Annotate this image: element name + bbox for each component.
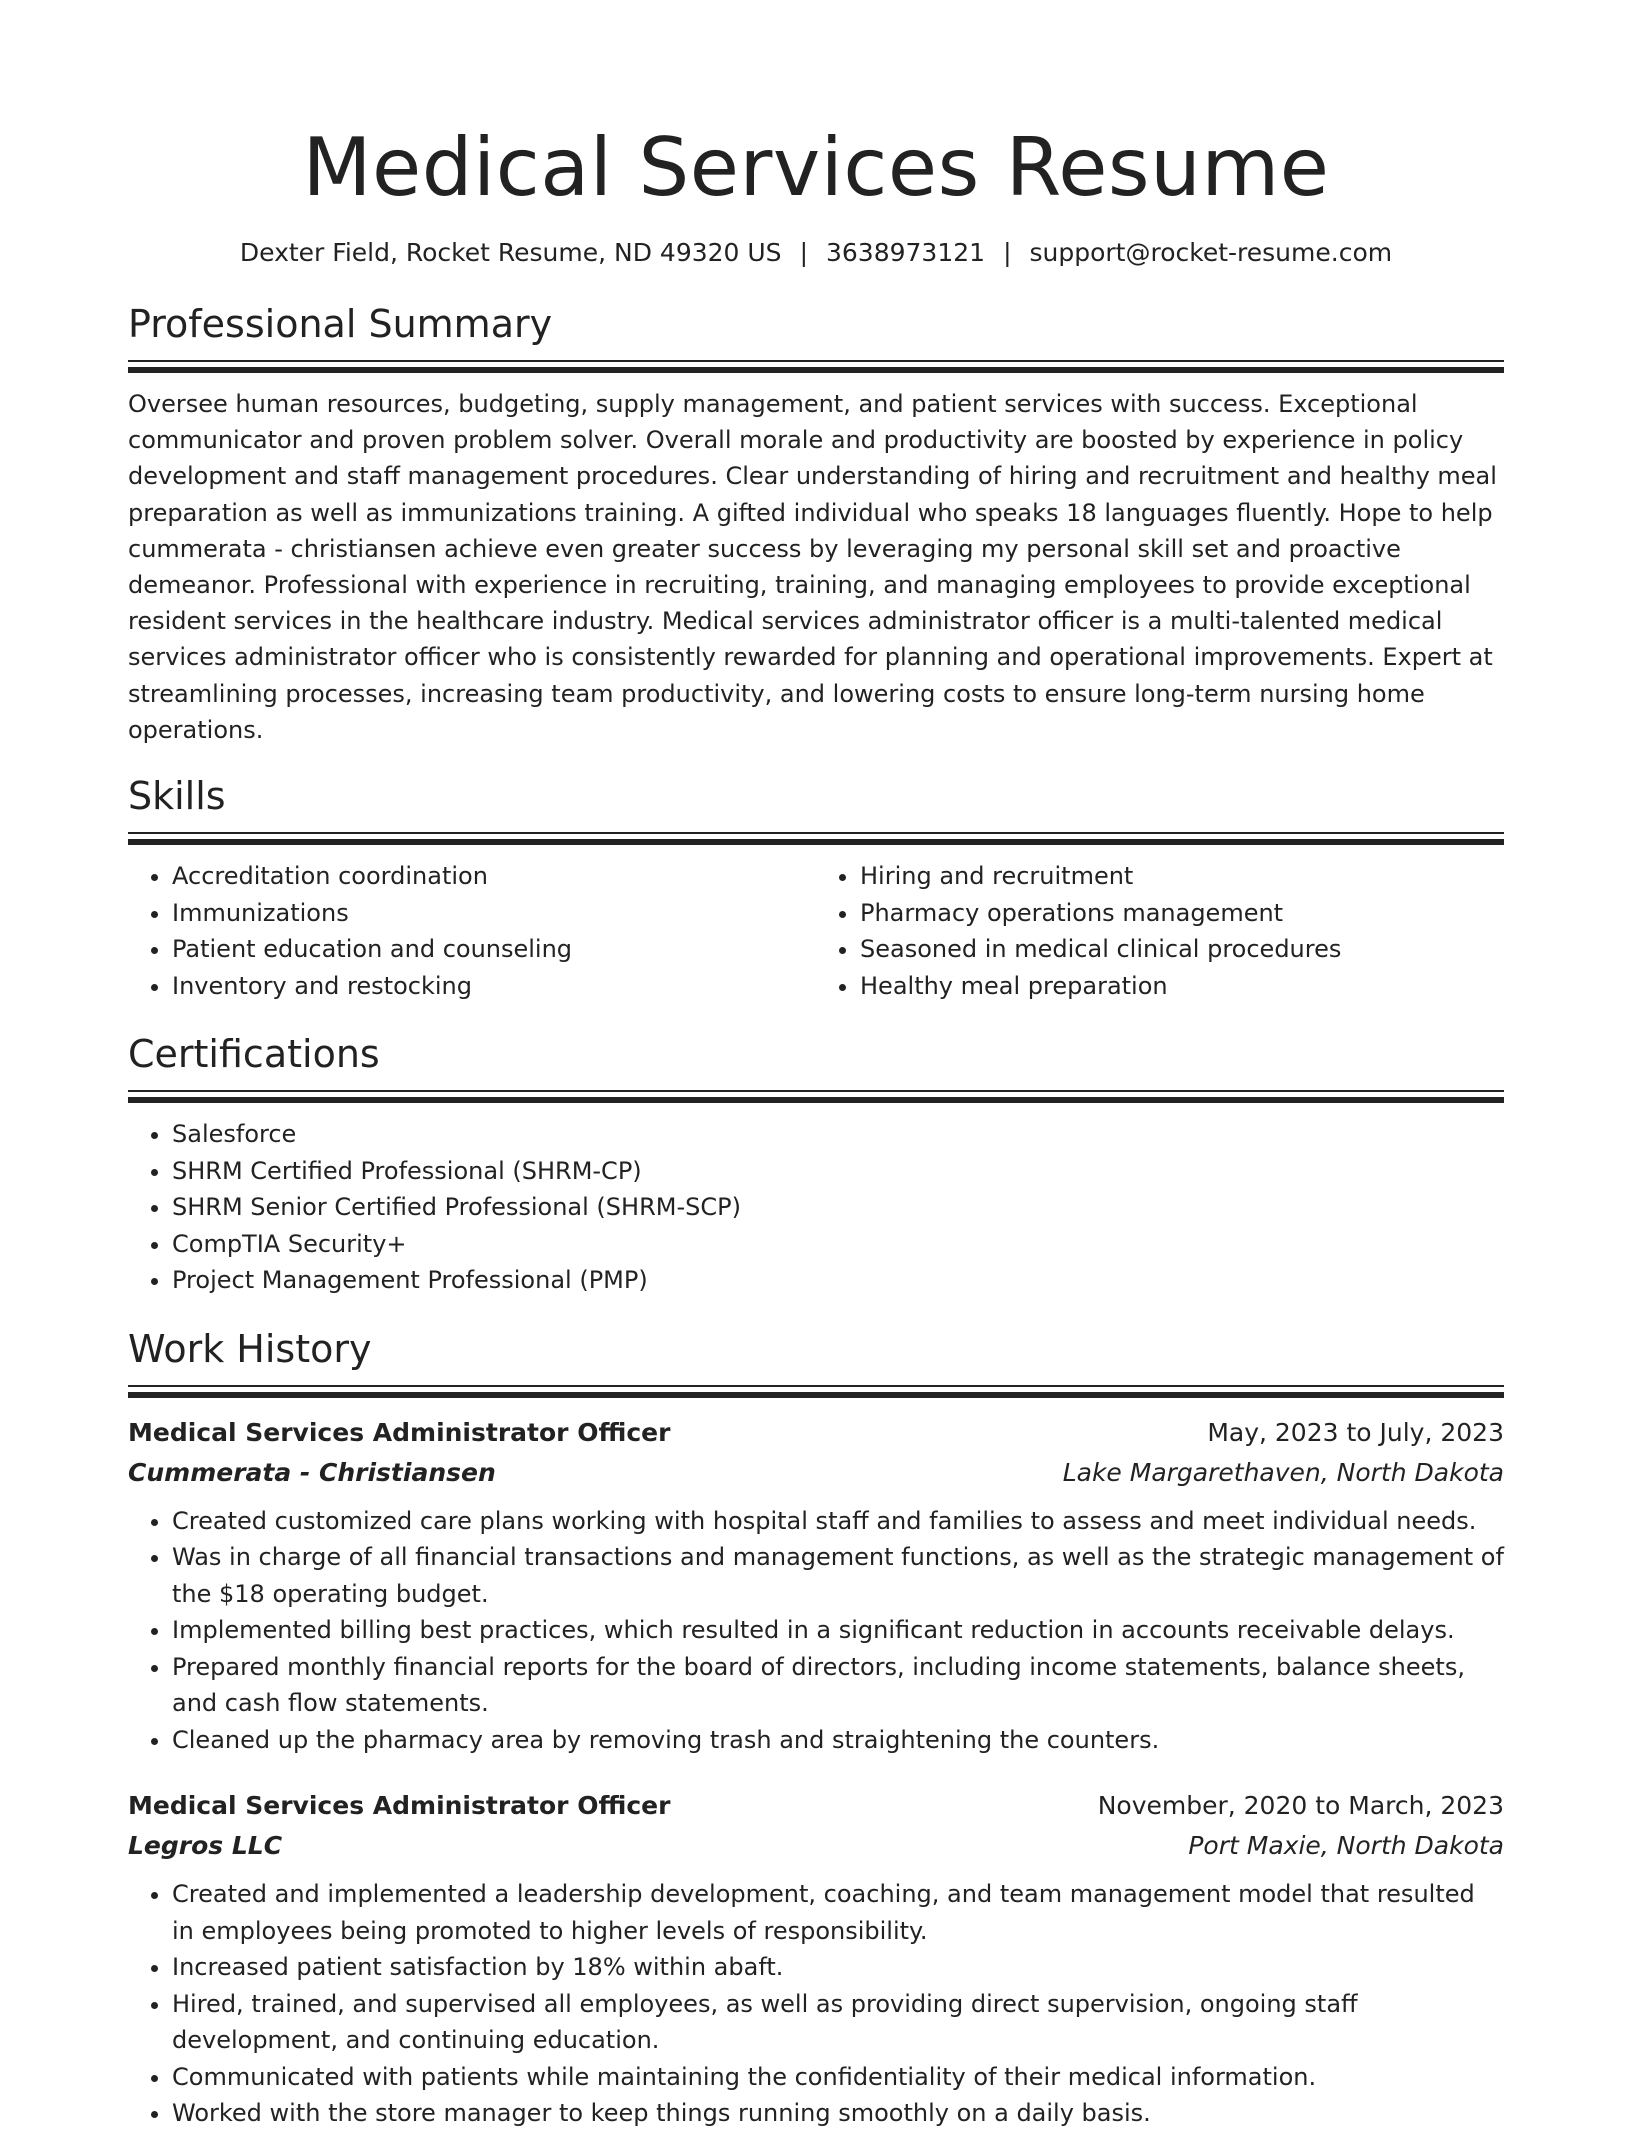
skill-item: • Patient education and counseling: [172, 931, 816, 968]
certifications-section: [128, 1030, 1504, 1299]
job-location: Lake Margarethaven, North Dakota: [1062, 1457, 1504, 1487]
section-divider: [128, 1385, 1504, 1399]
job-dates: May, 2023 to July, 2023: [1207, 1417, 1504, 1447]
job-bullet: • Implemented billing best practices, which resulted in a significant reduction in accounts receivable delays.: [172, 1612, 1504, 1649]
job-company: Cummerata - Christiansen: [128, 1457, 496, 1487]
job-bullets: [128, 1876, 1504, 2132]
section-divider: [128, 1090, 1504, 1104]
certification-item: • Salesforce: [172, 1116, 1504, 1153]
job-title: Medical Services Administrator Officer: [128, 1791, 671, 1821]
job-bullet: • Worked with the store manager to keep things running smoothly on a daily basis.: [172, 2095, 1504, 2132]
summary-section: [128, 300, 1504, 748]
contact-line: [128, 236, 1504, 270]
job-header: [128, 1413, 1504, 1453]
job-bullet: • Increased patient satisfaction by 18% within abaft.: [172, 1949, 1504, 1986]
resume-page: [128, 0, 1504, 2132]
contact-phone: 3638973121: [826, 238, 986, 267]
skill-item: • Seasoned in medical clinical procedures: [860, 931, 1504, 968]
work-history-section: [128, 1325, 1504, 2132]
section-divider: [128, 832, 1504, 846]
job-location: Port Maxie, North Dakota: [1188, 1831, 1504, 1861]
certification-item: • Project Management Professional (PMP): [172, 1262, 1504, 1299]
certification-item: • SHRM Senior Certified Professional (SHRM-SCP): [172, 1189, 1504, 1226]
skill-item: • Hiring and recruitment: [860, 858, 1504, 895]
skills-section: [128, 772, 1504, 1004]
skill-item: • Inventory and restocking: [172, 968, 816, 1005]
section-divider: [128, 360, 1504, 374]
resume-title: Medical Services Resume: [302, 121, 1330, 214]
certifications-heading: Certifications: [128, 1032, 380, 1077]
job-bullet: • Was in charge of all financial transactions and management functions, as well as the strategic management of the $18 operating budget.: [172, 1539, 1504, 1612]
job-subheader: [128, 1453, 1504, 1493]
contact-separator: |: [799, 238, 808, 267]
contact-address: Dexter Field, Rocket Resume, ND 49320 US: [239, 238, 782, 267]
job-bullet: • Prepared monthly financial reports for the board of directors, including income statements, balance sheets, and cash flow statements.: [172, 1649, 1504, 1722]
skills-list-left: [128, 858, 816, 1004]
skills-columns: [128, 858, 1504, 1004]
job-bullet: • Hired, trained, and supervised all employees, as well as providing direct supervision, ongoing staff development, and continuing education.: [172, 1986, 1504, 2059]
job-title: Medical Services Administrator Officer: [128, 1417, 671, 1447]
skills-heading: Skills: [128, 774, 226, 819]
skills-list-right: [816, 858, 1504, 1004]
contact-separator: |: [1003, 238, 1012, 267]
skill-item: • Accreditation coordination: [172, 858, 816, 895]
job-bullet: • Created and implemented a leadership development, coaching, and team management model that resulted in employees being promoted to higher levels of responsibility.: [172, 1876, 1504, 1949]
summary-heading: Professional Summary: [128, 302, 553, 346]
contact-email[interactable]: support@rocket-resume.com: [1029, 238, 1393, 267]
certification-item: • CompTIA Security+: [172, 1226, 1504, 1263]
job-bullet: • Communicated with patients while maintaining the confidentiality of their medical information.: [172, 2059, 1504, 2096]
summary-text: Oversee human resources, budgeting, supply management, and patient services with success. Exceptional communicator and proven problem solver. Overall morale and productivity are boosted by experience in policy development and staff management procedures. Clear understanding of hiring and recruitment and healthy meal preparation as well as immunizations training. A gifted individual who speaks 18 languages fluently. Hope to help cummerata - christiansen achieve even greater success by leveraging my personal skill set and proactive demeanor. Professional with experience in recruiting, training, and managing employees to provide exceptional resident services in the healthcare industry. Medical services administrator officer is a multi-talented medical services administrator officer who is consistently rewarded for planning and operational improvements. Expert at streamlining processes, increasing team productivity, and lowering costs to ensure long-term nursing home operations.: [128, 390, 1497, 744]
job-entry: [128, 1413, 1504, 1759]
certifications-list: [128, 1116, 1504, 1299]
job-bullet: • Cleaned up the pharmacy area by removing trash and straightening the counters.: [172, 1722, 1504, 1759]
job-dates: November, 2020 to March, 2023: [1097, 1791, 1504, 1821]
work-history-heading: Work History: [128, 1326, 372, 1371]
job-bullet: • Created customized care plans working with hospital staff and families to assess and meet individual needs.: [172, 1503, 1504, 1540]
skill-item: • Healthy meal preparation: [860, 968, 1504, 1005]
skill-item: • Immunizations: [172, 895, 816, 932]
job-company: Legros LLC: [128, 1831, 283, 1861]
job-entry: [128, 1786, 1504, 2132]
job-header: [128, 1786, 1504, 1826]
job-subheader: [128, 1826, 1504, 1866]
certification-item: • SHRM Certified Professional (SHRM-CP): [172, 1153, 1504, 1190]
job-bullets: [128, 1503, 1504, 1759]
skill-item: • Pharmacy operations management: [860, 895, 1504, 932]
